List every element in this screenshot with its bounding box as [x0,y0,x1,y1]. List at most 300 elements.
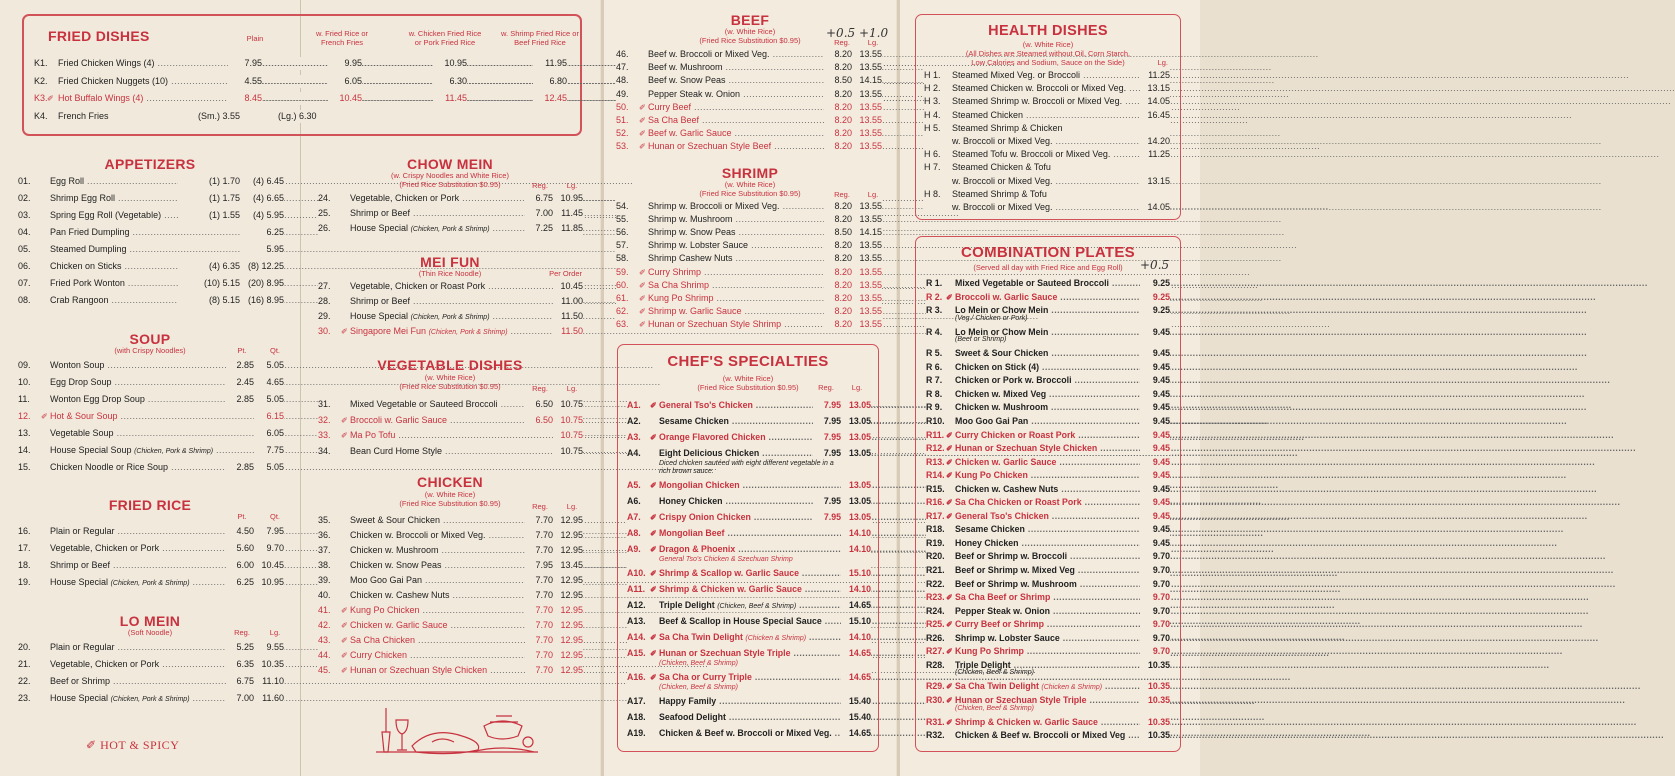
item-number: 62. [616,305,629,316]
item-price: 11.45 [433,92,467,105]
item-name-text: Chicken w. Cashew Nuts [955,483,1059,494]
item-price: 7.00 [226,692,254,705]
item-name-text: Chicken & Beef w. Broccoli or Mixed Veg [955,730,1126,741]
item-name [952,82,1136,95]
menu-item-row [18,277,284,290]
hot-pepper-icon: ✐ [650,569,657,578]
menu-item-row [926,550,1170,563]
item-name [350,544,525,557]
item-number: H 4. [924,109,941,120]
fried-dishes-title: FRIED DISHES [48,28,150,44]
item-price: 13.15 [1140,82,1170,95]
item-name-line2-text: w. Broccoli or Mixed Veg. [952,136,1053,146]
item-name-text: Sa Cha Twin Delight [659,632,743,642]
item-name-text: Fried Chicken Wings (4) [58,58,155,68]
item-number: A15. [627,648,646,658]
menu-item-row [616,114,882,127]
item-name-text: Spring Egg Roll (Vegetable) [50,210,162,220]
item-price: (4) 6.35 [178,260,240,273]
item-number: R 1. [926,278,943,288]
item-number: 33. [318,430,331,440]
menu-item-row [627,695,871,708]
hot-pepper-icon: ✐ [639,267,646,277]
item-name [50,294,178,307]
item-subtitle: (Chicken, Pork & Shrimp) [410,314,490,321]
item-price: 9.45 [1140,523,1170,536]
menu-item-row [18,427,284,440]
item-number: H 1. [924,70,941,80]
pepper-icon: ✐ [86,738,97,752]
menu-item-row [627,647,871,660]
item-number: 63. [616,318,629,329]
item-number: 17. [18,543,31,553]
menu-item-row [18,192,284,205]
item-name [648,88,824,101]
item-name-text: Chicken on Stick (4) [955,361,1040,372]
item-price: 7.70 [525,649,553,662]
item-price: 12.95 [553,664,583,677]
item-number: A6. [627,496,641,506]
item-price: 5.95 [240,243,284,256]
hot-pepper-icon: ✐ [946,444,953,454]
menu-item-row-continued [924,135,1170,148]
item-name [955,415,1140,428]
menu-item-row [616,305,882,318]
lm-col-lg: Lg. [269,628,281,637]
item-name [648,213,824,226]
mei-fun-note: (Thin Rice Noodle) [418,269,482,278]
item-name [350,325,553,339]
menu-item-row [616,266,882,279]
item-price: 9.45 [1140,347,1170,360]
item-price: 14.15 [852,226,882,239]
item-price: 13.55 [852,140,882,153]
item-name-text: General Tso's Chicken [955,510,1049,521]
item-name [350,589,525,602]
item-name [955,429,1140,442]
hot-pepper-icon: ✐ [341,621,348,630]
item-number: R28. [926,659,945,670]
item-description: (Chicken, Beef & Shrimp) [659,660,738,667]
menu-item-row [318,310,583,323]
item-subtitle: (Chicken, Pork & Shrimp) [428,329,508,336]
item-price: 8.20 [824,140,852,153]
item-name [955,605,1140,618]
item-name-text: Egg Roll [50,176,85,186]
item-name [648,266,824,279]
item-name [955,374,1140,387]
item-number: 48. [616,75,629,86]
item-name-text: Shrimp w. Garlic Sauce [648,305,742,316]
menu-item-row [627,583,871,596]
hot-pepper-icon: ✐ [639,102,646,112]
item-price: 6.25 [226,576,254,589]
item-name-text: Egg Drop Soup [50,377,112,387]
item-number: R 2. [926,291,943,302]
menu-item-row [616,318,882,331]
item-name [955,361,1140,374]
item-name-text: Mixed Vegetable or Sauteed Broccoli [350,399,498,409]
menu-item-row [318,325,583,338]
item-number: H 3. [924,96,941,107]
item-name-text: Vegetable, Chicken or Roast Pork [350,281,486,291]
fried-col-4: w. Shrimp Fried Rice or Beef Fried Rice [501,29,579,47]
menu-item-row-continued [924,175,1170,188]
item-number: 04. [18,227,31,237]
item-name [659,695,813,708]
item-name [648,101,824,114]
menu-item-row [926,401,1170,414]
item-number: K2. [34,75,48,86]
item-number: A19. [627,728,646,738]
item-price: 13.55 [852,127,882,140]
menu-item-row [924,69,1170,82]
item-price: 13.55 [852,305,882,318]
item-number: 38. [318,560,331,570]
item-number: R13. [926,456,945,467]
item-price: (1) 1.55 [178,209,240,222]
mei-fun-title: MEI FUN [420,254,480,270]
hot-pepper-icon: ✐ [946,647,953,657]
menu-item-row [926,729,1170,742]
item-name [350,192,525,205]
item-price: 9.70 [1140,618,1170,631]
menu-item-row [18,410,284,423]
item-price: 10.35 [1140,729,1170,742]
item-price: 13.05 [841,479,871,492]
item-number: 18. [18,560,31,570]
item-price: 13.15 [1140,175,1170,188]
item-name [955,483,1140,496]
menu-item-row [616,101,882,114]
menu-item-row [926,277,1170,290]
item-name [350,310,553,324]
item-number: 25. [318,208,331,218]
menu-item-row [926,456,1170,469]
item-name-text: French Fries [58,110,109,121]
item-price: 9.45 [1140,374,1170,387]
menu-item-row [318,619,583,632]
menu-item-row [926,361,1170,374]
item-number: A2. [627,416,641,426]
item-name [50,461,226,474]
item-price: 10.45 [553,280,583,293]
item-name-text: Vegetable, Chicken or Pork [50,659,160,669]
item-price: (8) 5.15 [178,294,240,307]
beef-note: (w. White Rice) (Fried Rice Substitution $0.95) [699,27,801,45]
item-price: 13.55 [852,239,882,252]
menu-item-row [318,222,583,235]
menu-item-row [318,604,583,617]
item-number: 34. [318,445,331,456]
menu-item-row [926,291,1170,304]
soup-title: SOUP [129,331,171,347]
health-note: (w. White Rice) (All Dishes are Steamed without Oil, Corn Starch, Low Calories and Sodium, Sauce on the Side) [965,40,1131,67]
item-number: 11. [18,394,30,404]
hot-pepper-icon: ✐ [47,94,54,103]
menu-item-row [627,615,871,628]
item-price: 6.50 [525,398,553,411]
item-name-text: Chicken w. Mixed Veg [955,388,1047,399]
menu-item-row [18,260,284,273]
item-name [952,161,1064,174]
hot-pepper-icon: ✐ [650,649,657,658]
item-number: A9. [627,544,641,554]
menu-item-row [318,192,583,205]
hot-pepper-icon: ✐ [639,116,646,125]
item-name-text: Shrimp w. Lobster Sauce [648,240,749,251]
item-name [955,291,1140,304]
item-price: 11.85 [553,222,583,235]
item-name-text: General Tso's Chicken [659,400,753,410]
item-price: (4) 6.65 [240,192,284,205]
beef-handwritten-note: +0.5 +1.0 [826,26,889,40]
menu-item-row [616,61,882,74]
item-price: 4.65 [254,376,284,389]
item-number: R 6. [926,361,943,372]
item-number: 49. [616,88,629,99]
item-price: 5.05 [254,393,284,406]
item-name-text: Crispy Onion Chicken [659,512,751,522]
hot-pepper-icon: ✐ [341,415,348,425]
item-number: 12. [18,411,31,421]
item-price: 7.70 [525,529,553,542]
item-name [648,226,824,239]
item-name [955,550,1140,563]
ch-col-reg: Reg. [532,502,548,511]
item-name-text: Shrimp & Chicken w. Garlic Sauce [659,584,802,594]
item-name-text: Curry Chicken [350,650,408,660]
item-name-text: Chicken w. Garlic Sauce [350,620,448,630]
item-number: 19. [18,577,31,587]
hot-pepper-icon: ✐ [650,585,657,594]
item-price: 7.95 [254,525,284,538]
item-price: 9.45 [1140,456,1170,469]
item-name [952,109,1136,122]
item-price: 2.85 [226,393,254,406]
item-price: 7.70 [525,514,553,527]
hot-pepper-icon: ✐ [650,433,657,442]
item-description: (Chicken, Beef & Shrimp) [955,704,1034,712]
item-name [648,74,824,87]
item-description: (Veg./ Chicken or Pork) [955,314,1028,322]
item-price: 8.20 [824,318,852,331]
hot-pepper-icon: ✐ [639,142,646,152]
item-price: 8.20 [824,48,852,61]
item-name [955,537,1140,550]
hot-pepper-icon: ✐ [341,666,348,675]
item-price: 5.60 [226,542,254,555]
item-number: A3. [627,432,641,442]
item-number: R27. [926,646,945,657]
item-number: 02. [18,193,31,203]
item-number: A16. [627,672,646,682]
price-leader [364,75,400,88]
item-name [350,280,553,293]
item-name [350,529,525,542]
hot-pepper-icon: ✐ [341,606,348,615]
item-name [50,192,178,205]
hot-pepper-icon: ✐ [639,293,646,303]
item-number: 24. [318,193,331,203]
item-price: 11.95 [533,57,567,70]
item-name-text: Wonton Soup [50,360,105,370]
item-price: (Lg.) 6.30 [278,110,317,121]
item-name [955,456,1140,469]
item-price: 13.55 [852,318,882,331]
item-name-text: Chicken w. Broccoli or Mixed Veg. [350,530,486,540]
item-name [648,127,824,140]
item-name-text: Orange Flavored Chicken [659,432,766,442]
item-subtitle: (Chicken, Pork & Shrimp) [134,448,214,455]
menu-item-row [18,576,284,589]
item-name [350,295,553,308]
item-price: 12.95 [553,529,583,542]
item-name [58,110,158,123]
item-name [955,680,1140,694]
item-number: R23. [926,592,945,603]
menu-item-row [924,161,1170,174]
item-price: 7.70 [525,619,553,632]
menu-item-row [318,207,583,220]
item-name-text: Crab Rangoon [50,295,109,305]
item-name [350,559,525,572]
menu-item-row [318,529,583,542]
item-price: 14.10 [841,543,871,556]
item-name [659,431,813,444]
item-price: 9.70 [1140,632,1170,645]
item-name [350,574,525,587]
menu-item-row [926,537,1170,550]
item-name [955,388,1140,401]
item-name [50,410,226,423]
item-number: A13. [627,616,646,626]
item-number: 09. [18,360,31,370]
item-price: 13.55 [852,114,882,127]
hot-pepper-icon: ✐ [946,682,953,692]
item-name [58,92,236,105]
item-price: 6.25 [240,226,284,239]
item-price: 12.95 [553,544,583,557]
item-name-text: Dragon & Phoenix [659,544,736,554]
item-number: 07. [18,278,31,288]
item-number: R17. [926,510,945,521]
item-number: K4. [34,110,48,121]
item-number: R 9. [926,402,943,413]
hot-pepper-icon: ✐ [341,636,348,645]
item-price: 14.15 [852,74,882,87]
menu-item-row [34,57,574,70]
menu-item-row [926,510,1170,523]
item-name [50,658,226,671]
item-number: 42. [318,620,331,630]
item-price: 14.20 [1140,135,1170,148]
item-price: 12.95 [553,649,583,662]
item-price: 10.35 [1140,694,1170,707]
mf-col-per-order: Per Order [549,269,582,278]
item-name [955,442,1140,455]
item-price: 10.45 [328,92,362,105]
item-name-text: Chicken w. Mushroom [955,402,1049,413]
beef-col-reg: Reg. [834,38,850,47]
item-name-line2 [952,135,1136,148]
chow-mein-title: CHOW MEIN [407,156,493,172]
hot-pepper-icon: ✐ [650,513,657,522]
menu-item-row [926,374,1170,387]
menu-item-row [18,675,284,688]
item-price: 6.15 [254,410,284,423]
item-price: 10.35 [1140,659,1170,672]
item-number: 53. [616,141,629,152]
item-number: 21. [18,659,31,669]
item-name [50,359,226,372]
item-name [659,543,813,556]
item-name-text: Chicken w. Snow Peas [350,560,442,570]
item-name-text: Hunan or Szechuan Style Triple [659,648,791,658]
item-name-text: Seafood Delight [659,712,726,722]
item-name [350,222,525,236]
hot-pepper-icon: ✐ [341,651,348,660]
item-price: 8.45 [228,92,262,105]
item-name-text: Shrimp or Beef [50,560,111,570]
item-price: 2.85 [226,461,254,474]
item-number: 35. [318,515,331,525]
item-number: R16. [926,497,945,508]
item-name-text: Lo Mein or Chow Mein [955,305,1049,316]
item-price: 4.50 [226,525,254,538]
item-name-line2 [952,175,1136,188]
shrimp-note: (w. White Rice) (Fried Rice Substitution $0.95) [699,180,801,198]
menu-item-row [926,591,1170,604]
item-name [58,57,236,70]
health-title: HEALTH DISHES [988,23,1108,39]
hot-pepper-icon: ✐ [650,633,657,642]
item-number: R10. [926,415,945,426]
item-name-text: Triple Delight [659,600,715,610]
item-name [955,564,1140,577]
price-leader [469,75,510,88]
menu-item-row [627,431,871,444]
item-name [50,226,178,239]
item-price: 6.35 [226,658,254,671]
item-price: 15.40 [841,695,871,708]
item-price: 12.95 [553,589,583,602]
item-price: 12.95 [553,634,583,647]
hot-pepper-icon: ✐ [341,431,348,440]
item-number: 40. [318,590,331,600]
item-name-text: Mixed Vegetable or Sauteed Broccoli [955,278,1109,288]
item-name-text: Curry Beef [648,101,692,112]
menu-item-row [926,469,1170,482]
item-number: A18. [627,712,646,722]
fried-col-2: w. Fried Rice or French Fries [315,29,369,47]
item-description: (Chicken, Beef & Shrimp) [955,669,1034,677]
item-name-text: Hunan or Szechuan Style Triple [955,694,1087,705]
item-price: 10.35 [254,658,284,671]
item-number: R21. [926,565,945,575]
health-col-lg: Lg. [1157,58,1168,67]
item-price: 12.95 [553,514,583,527]
menu-item-row [318,559,583,572]
item-price: 8.20 [824,200,852,213]
item-number: 27. [318,281,331,291]
item-name-text: Chicken Noodle or Rice Soup [50,462,169,472]
item-name [955,523,1140,536]
item-name-text: Shrimp Egg Roll [50,193,116,203]
item-number: R 8. [926,388,943,399]
item-price: 9.45 [1140,326,1170,339]
item-number: 41. [318,605,331,615]
